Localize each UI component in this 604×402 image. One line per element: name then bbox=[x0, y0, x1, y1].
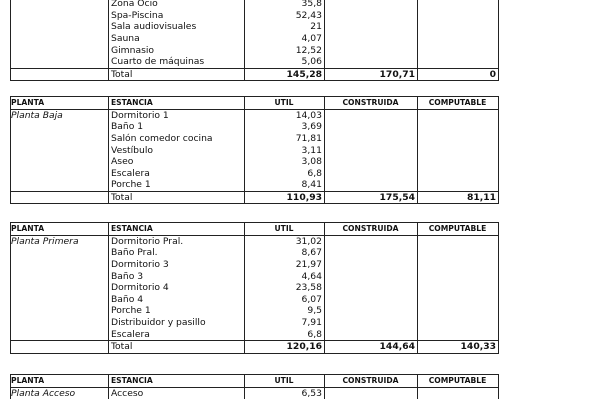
estancia-cell: Aseo bbox=[111, 156, 134, 168]
table-row bbox=[10, 294, 498, 306]
total-util: 110,93 bbox=[286, 191, 322, 203]
util-cell: 5,06 bbox=[301, 56, 322, 68]
header-util: UTIL bbox=[274, 98, 294, 107]
util-cell: 4,07 bbox=[301, 32, 322, 44]
table-row bbox=[10, 317, 498, 329]
total-label: Total bbox=[111, 341, 133, 353]
estancia-cell: Distribuidor y pasillo bbox=[111, 316, 206, 328]
table-row bbox=[10, 21, 498, 33]
table-row bbox=[10, 259, 498, 271]
table-row bbox=[10, 236, 498, 248]
header-planta: PLANTA bbox=[11, 376, 45, 385]
table-row bbox=[10, 144, 498, 156]
estancia-cell: Baño 4 bbox=[111, 293, 144, 305]
util-cell: 6,53 bbox=[301, 387, 322, 399]
estancia-cell: Zona Ocio bbox=[111, 0, 158, 10]
table-block-0 bbox=[10, 0, 498, 81]
table-row bbox=[10, 110, 498, 122]
util-cell: 12,52 bbox=[295, 44, 322, 56]
estancia-cell: Vestíbulo bbox=[111, 144, 153, 156]
util-cell: 6,8 bbox=[307, 167, 322, 179]
table-block-planta-acceso bbox=[10, 374, 498, 399]
header-planta: PLANTA bbox=[11, 224, 45, 233]
total-label: Total bbox=[111, 68, 133, 80]
table-header bbox=[10, 374, 498, 388]
table-row bbox=[10, 388, 498, 400]
estancia-cell: Sala audiovisuales bbox=[111, 21, 197, 33]
util-cell: 21,97 bbox=[295, 258, 322, 270]
header-estancia: ESTANCIA bbox=[111, 376, 153, 385]
table-row bbox=[10, 247, 498, 259]
estancia-cell: Dormitorio 3 bbox=[111, 258, 169, 270]
total-construida: 170,71 bbox=[379, 68, 415, 80]
total-row bbox=[10, 340, 498, 354]
estancia-cell: Escalera bbox=[111, 328, 150, 340]
header-estancia: ESTANCIA bbox=[111, 224, 153, 233]
util-cell: 14,03 bbox=[295, 109, 322, 121]
header-construida: CONSTRUIDA bbox=[342, 376, 399, 385]
estancia-cell: Salón comedor cocina bbox=[111, 132, 213, 144]
util-cell: 3,11 bbox=[301, 144, 322, 156]
util-cell: 23,58 bbox=[295, 282, 322, 294]
table-row bbox=[10, 282, 498, 294]
header-computable: COMPUTABLE bbox=[428, 224, 487, 233]
table-block-planta-primera bbox=[10, 222, 498, 354]
table-row bbox=[10, 56, 498, 68]
estancia-cell: Baño Pral. bbox=[111, 247, 158, 259]
estancia-cell: Sauna bbox=[111, 32, 140, 44]
table-header bbox=[10, 96, 498, 110]
estancia-cell: Gimnasio bbox=[111, 44, 155, 56]
table-header bbox=[10, 222, 498, 236]
total-label: Total bbox=[111, 191, 133, 203]
total-construida: 175,54 bbox=[379, 191, 415, 203]
table-block-planta-baja bbox=[10, 96, 498, 204]
table-row bbox=[10, 133, 498, 145]
util-cell: 8,67 bbox=[301, 247, 322, 259]
total-computable: 140,33 bbox=[460, 341, 496, 353]
total-util: 145,28 bbox=[286, 68, 322, 80]
estancia-cell: Porche 1 bbox=[111, 179, 151, 191]
util-cell: 3,69 bbox=[301, 121, 322, 133]
table-row bbox=[10, 179, 498, 191]
util-cell: 6,07 bbox=[301, 293, 322, 305]
total-computable: 81,11 bbox=[466, 191, 496, 203]
estancia-cell: Dormitorio 4 bbox=[111, 282, 169, 294]
util-cell: 6,8 bbox=[307, 328, 322, 340]
header-planta: PLANTA bbox=[11, 98, 45, 107]
table-row bbox=[10, 270, 498, 282]
planta-cell: Planta Acceso bbox=[11, 387, 76, 399]
util-cell: 21 bbox=[310, 21, 322, 33]
util-cell: 8,41 bbox=[301, 179, 322, 191]
util-cell: 35,8 bbox=[301, 0, 322, 10]
header-construida: CONSTRUIDA bbox=[342, 98, 399, 107]
table-row bbox=[10, 168, 498, 180]
estancia-cell: Baño 1 bbox=[111, 121, 144, 133]
util-cell: 52,43 bbox=[295, 9, 322, 21]
total-row bbox=[10, 68, 498, 82]
table-row bbox=[10, 44, 498, 56]
table-row bbox=[10, 156, 498, 168]
header-computable: COMPUTABLE bbox=[428, 98, 487, 107]
planta-cell: Planta Baja bbox=[11, 109, 63, 121]
table-row bbox=[10, 33, 498, 45]
util-cell: 3,08 bbox=[301, 156, 322, 168]
estancia-cell: Acceso bbox=[111, 387, 144, 399]
table-row bbox=[10, 0, 498, 10]
table-row bbox=[10, 328, 498, 340]
estancia-cell: Cuarto de máquinas bbox=[111, 56, 205, 68]
util-cell: 71,81 bbox=[295, 132, 322, 144]
util-cell: 9,5 bbox=[307, 305, 322, 317]
estancia-cell: Dormitorio 1 bbox=[111, 109, 169, 121]
total-util: 120,16 bbox=[286, 341, 322, 353]
util-cell: 31,02 bbox=[295, 235, 322, 247]
header-util: UTIL bbox=[274, 376, 294, 385]
header-util: UTIL bbox=[274, 224, 294, 233]
header-computable: COMPUTABLE bbox=[428, 376, 487, 385]
estancia-cell: Spa-Piscina bbox=[111, 9, 164, 21]
total-construida: 144,64 bbox=[379, 341, 415, 353]
planta-cell: Planta Primera bbox=[11, 235, 79, 247]
table-row bbox=[10, 10, 498, 22]
table-row bbox=[10, 305, 498, 317]
estancia-cell: Porche 1 bbox=[111, 305, 151, 317]
total-row bbox=[10, 191, 498, 205]
table-row bbox=[10, 121, 498, 133]
util-cell: 7,91 bbox=[301, 316, 322, 328]
estancia-cell: Escalera bbox=[111, 167, 150, 179]
header-construida: CONSTRUIDA bbox=[342, 224, 399, 233]
total-computable: 0 bbox=[489, 68, 496, 80]
estancia-cell: Baño 3 bbox=[111, 270, 144, 282]
estancia-cell: Dormitorio Pral. bbox=[111, 235, 184, 247]
header-estancia: ESTANCIA bbox=[111, 98, 153, 107]
util-cell: 4,64 bbox=[301, 270, 322, 282]
